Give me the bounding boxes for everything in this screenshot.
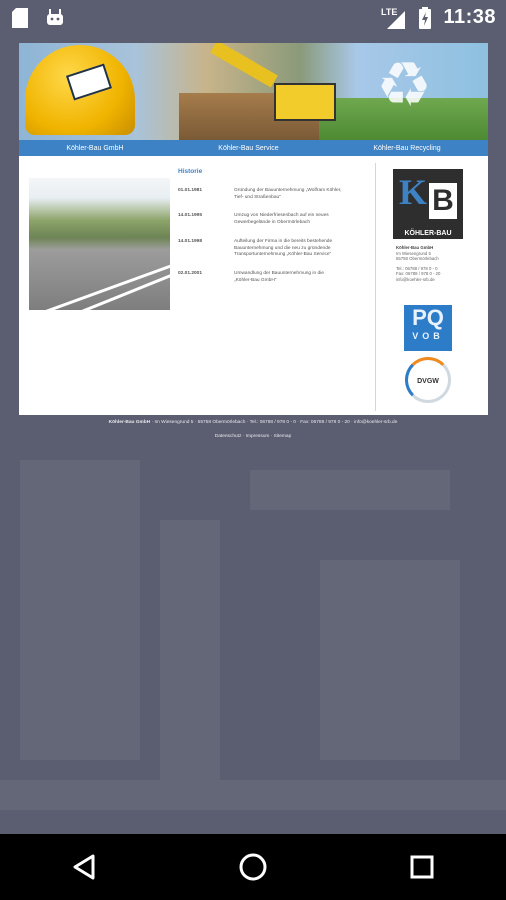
header-banner <box>19 43 488 140</box>
company-logo: K B KÖHLER-BAU <box>393 169 463 239</box>
home-icon <box>238 852 268 882</box>
status-bar <box>0 0 506 36</box>
excavator-image <box>274 83 336 121</box>
dvgw-badge: DVGW <box>405 357 451 403</box>
section-title: Historie <box>178 168 203 175</box>
back-icon <box>71 853 97 881</box>
nav-link-service[interactable]: Köhler-Bau Service <box>218 144 279 152</box>
nav-link-recycling[interactable]: Köhler-Bau Recycling <box>373 144 441 152</box>
recents-button[interactable] <box>392 837 452 897</box>
battery-charging-icon <box>419 7 431 29</box>
nav-link-gmbh[interactable]: Köhler-Bau GmbH <box>66 144 124 152</box>
site-navigation <box>19 140 488 156</box>
website-page: ♻ Köhler-Bau GmbH Köhler-Bau Service Köhler-Bau Recycling Historie 01.01.1981 Gründung der Bauunternehmung „Wolfram Köhler, Tief- und Straßenbau" 14.01.1995 Umzug von Niederfriesenbach auf ein neues Gewerbegelände in Obermörlebach 14.01.1998 Aufteilung der Firma in die bereits bestehende Bauunternehmung und die neu zu gründende Transportunternehmung „Köhler-Bau Service" 02.01.2001 Umwandlung der Bauunternehmung in die „Köhler-Bau GmbH" K B KÖHLER-BAU Köhler-Bau GmbH Im Wiesengrund 5 55758 Obermörlebach Tel.: 06788 / 978 0 - 0 Fax: 06788 / 978 0 - 20 info@koehler-srb.de PQ VOB DVGW <box>19 43 488 415</box>
footer-links[interactable]: Datenschutz · Impressum · Sitemap <box>214 434 292 439</box>
clock: 11:38 <box>443 6 496 28</box>
contact-info: Köhler-Bau GmbH Im Wiesengrund 5 55758 Obermörlebach Tel.: 06788 / 978 0 - 0 Fax: 06788 / 978 0 - 20 info@koehler-srb.de <box>396 245 486 282</box>
android-icon <box>46 8 64 26</box>
svg-text:LTE: LTE <box>381 6 398 17</box>
pq-vob-badge: PQ VOB <box>404 305 452 351</box>
road-photo <box>29 178 170 310</box>
email-link[interactable]: info@koehler-srb.de <box>396 276 435 282</box>
footer-address: Köhler-Bau GmbH · Im Wiesengrund 5 · 55758 Obermörlebach · Tel.: 06788 / 978 0 - 0 · Fax: 06788 / 978 0 - 20 · info@koehler-srb.de <box>108 420 398 425</box>
home-button[interactable] <box>223 837 283 897</box>
lte-signal-icon <box>381 7 407 29</box>
column-divider <box>375 163 376 411</box>
recycle-icon: ♻ <box>376 51 432 120</box>
recents-icon <box>409 854 435 880</box>
sd-card-icon <box>12 8 28 28</box>
system-navigation-bar <box>0 834 506 900</box>
back-button[interactable] <box>54 837 114 897</box>
